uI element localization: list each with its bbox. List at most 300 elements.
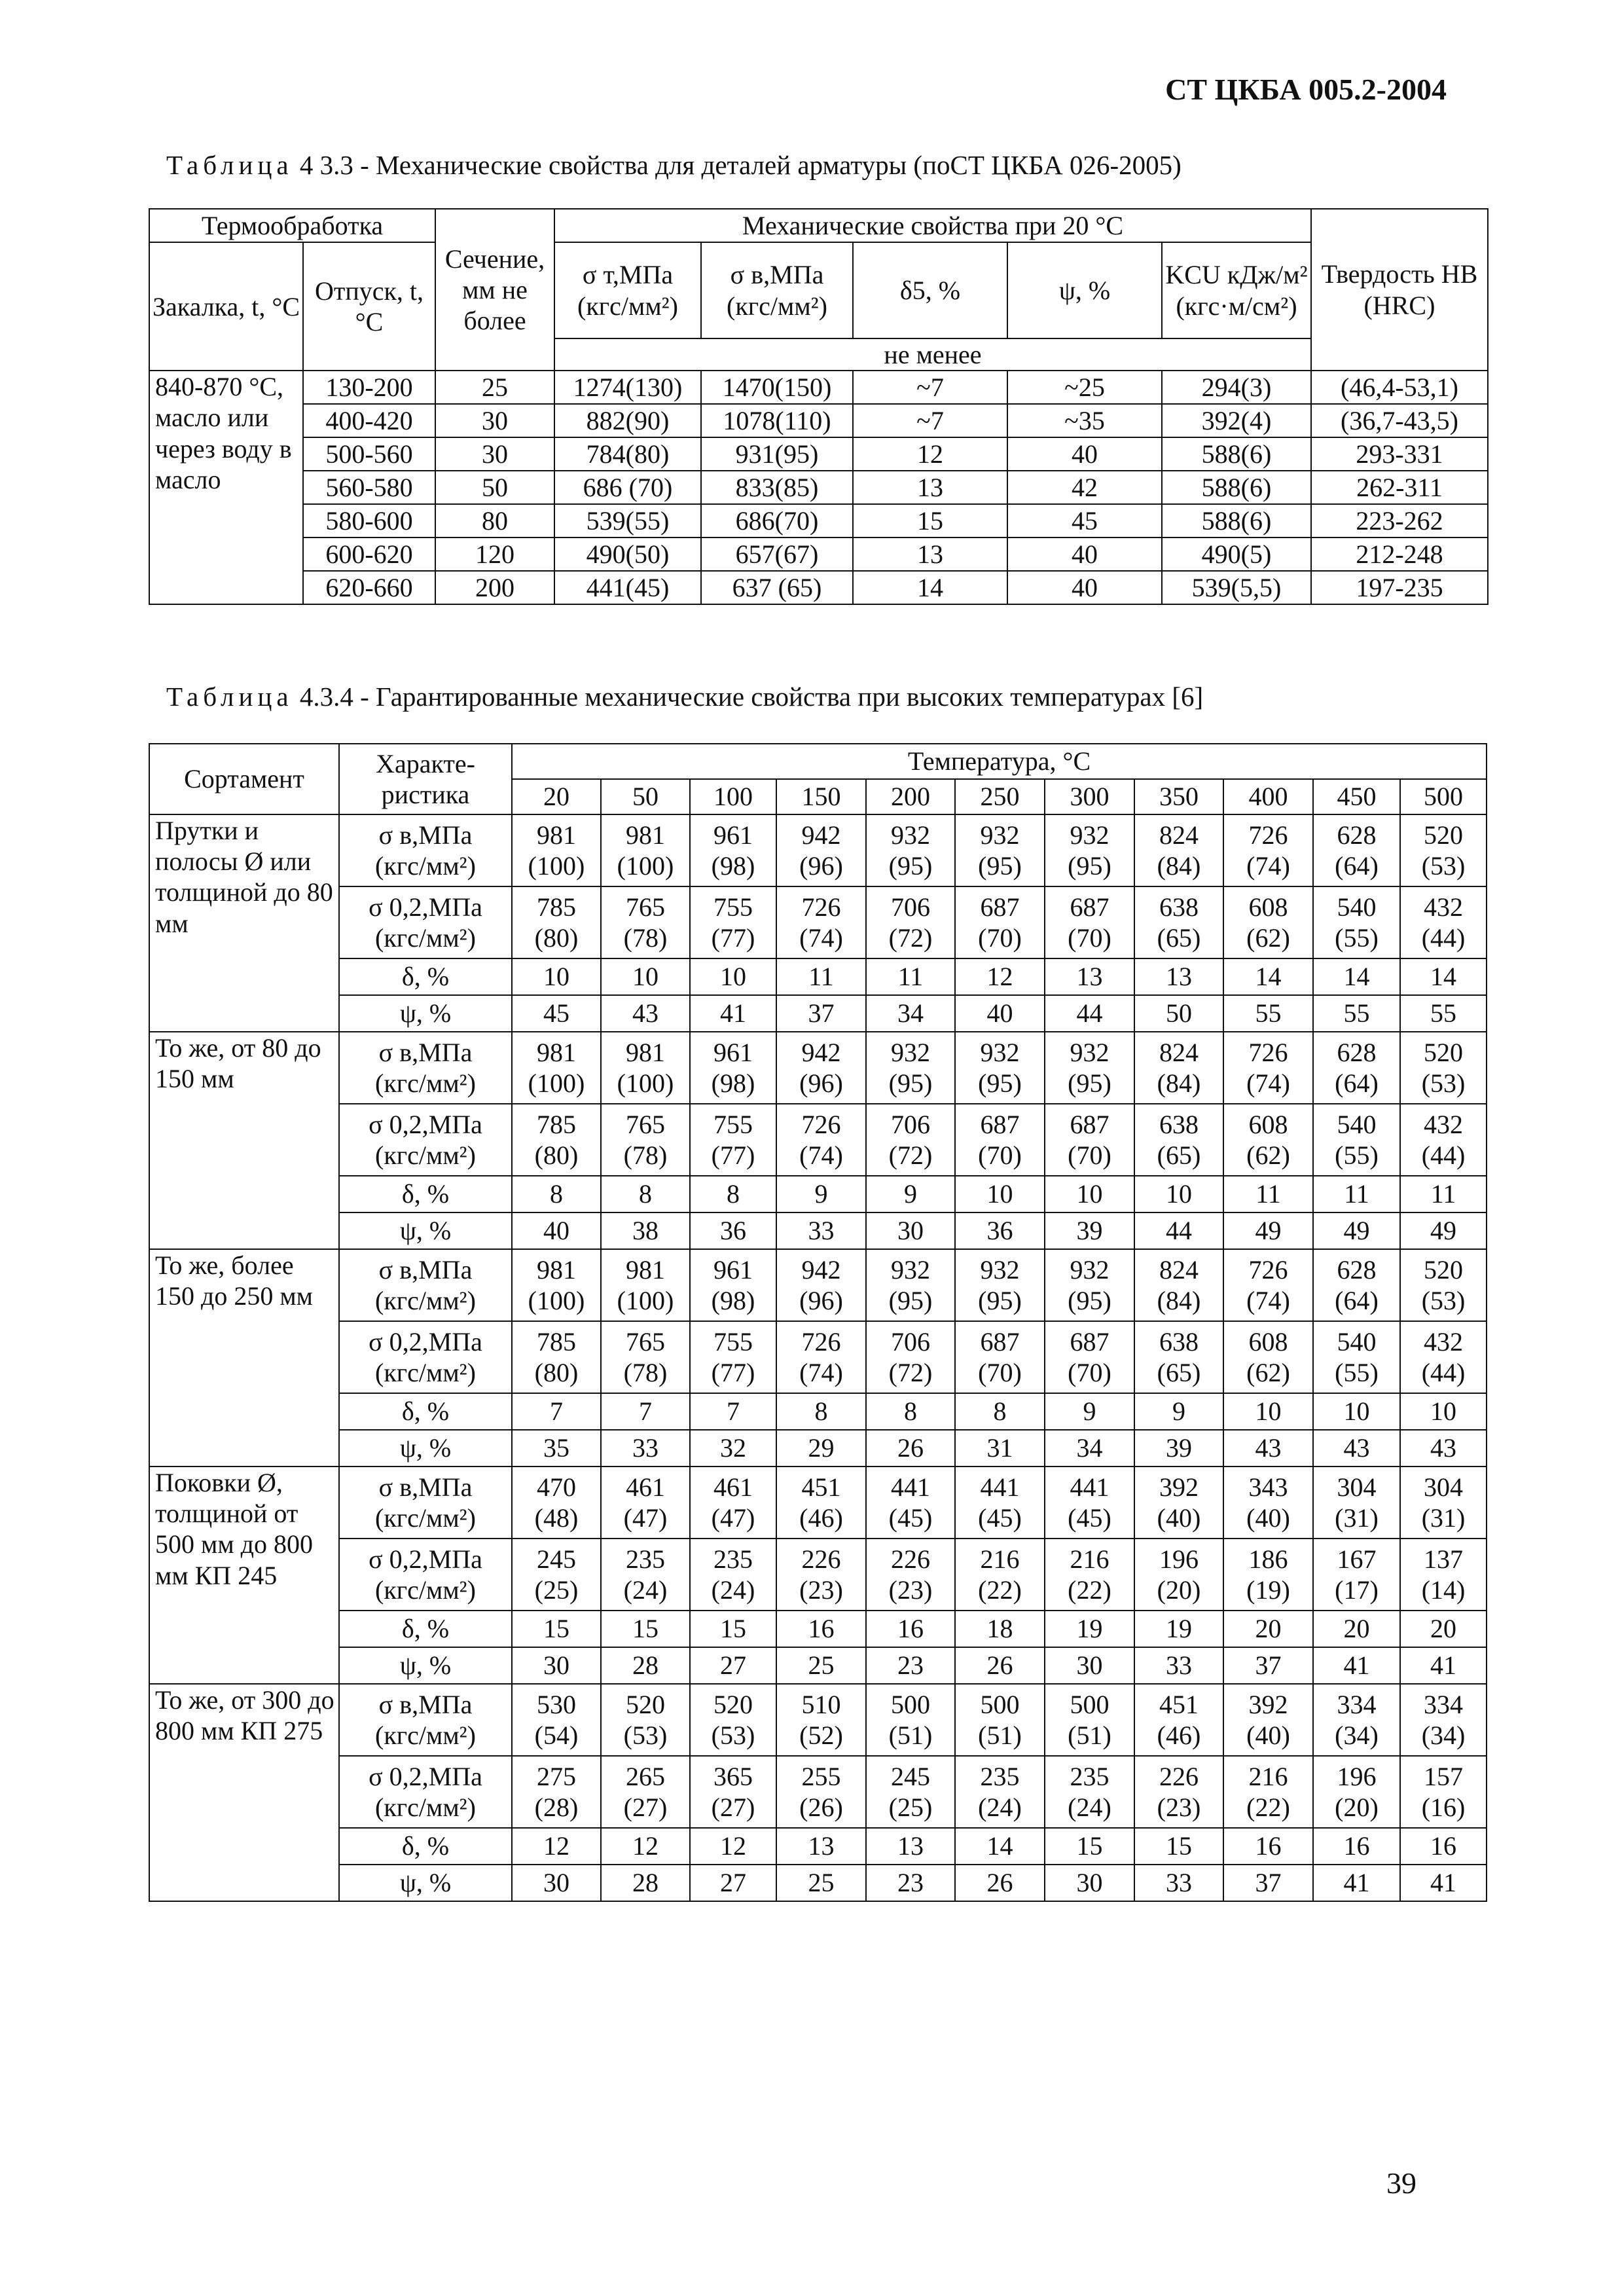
value-kgs: (54) [534,1721,579,1750]
table-row [149,1321,1487,1393]
value-cell [955,1756,1045,1828]
char-kgs: (кгс/мм²) [375,1575,476,1605]
value-mpa: 638 [1159,1326,1199,1357]
caption-word: Таблица [166,150,293,180]
value-kgs: (26) [799,1793,843,1822]
value-cell [601,1539,690,1611]
value-mpa: 687 [980,1109,1020,1139]
heat-treatment-header: Термообработка [149,209,435,242]
value-kgs: (40) [1246,1721,1290,1750]
value-cell [1134,1684,1223,1756]
reduction-header: ψ, % [1007,242,1162,338]
char-name [340,1689,511,1720]
value-mpa: 726 [1248,1037,1288,1067]
value-mpa: 540 [1337,1326,1377,1357]
value-mpa: 755 [713,1326,753,1357]
value-cell [1134,1321,1223,1393]
value-cell: 44 [1134,1212,1223,1249]
value-cell [1400,1756,1487,1828]
value-cell: 12 [690,1828,776,1865]
value-cell [1400,814,1487,886]
value-cell [512,1104,601,1176]
value-cell: 8 [955,1393,1045,1430]
value-cell: 30 [1045,1647,1134,1684]
value-kgs: (77) [711,923,755,953]
value-cell [1223,1249,1313,1321]
char-kgs: (кгс/мм²) [375,1358,476,1387]
value-mpa: 392 [1159,1472,1199,1502]
value-cell: 30 [512,1647,601,1684]
char-kgs: (кгс/мм²) [375,1503,476,1533]
value-cell [776,1467,866,1539]
value-kgs: (96) [799,851,843,881]
value-cell: 28 [601,1647,690,1684]
table-cell: 686(70) [701,504,853,538]
value-mpa: 687 [1070,1326,1110,1357]
assortment-cell: То же, от 80 до 150 мм [149,1032,339,1249]
value-cell [690,1321,776,1393]
value-cell [512,1539,601,1611]
yield-strength-header: σ т,МПа (кгс/мм²) [554,242,701,338]
value-kgs: (51) [1068,1721,1111,1750]
value-cell: 43 [1223,1430,1313,1467]
caption-text: 4.3.4 - Гарантированные механические свойства при высоких температурах [6] [293,682,1204,712]
value-mpa: 981 [626,1254,665,1285]
value-mpa: 687 [1070,1109,1110,1139]
temperature-200: 200 [866,779,955,814]
value-cell: 44 [1045,995,1134,1032]
table-row [149,1756,1487,1828]
value-cell: 41 [1313,1865,1400,1901]
value-mpa: 755 [713,1109,753,1139]
value-mpa: 932 [1070,1254,1110,1285]
value-cell [1313,1249,1400,1321]
value-kgs: (31) [1421,1503,1466,1533]
value-cell: 7 [601,1393,690,1430]
value-mpa: 726 [1248,820,1288,850]
value-cell: 10 [955,1176,1045,1212]
value-mpa: 500 [980,1689,1020,1719]
value-cell: 50 [1134,995,1223,1032]
value-cell: 28 [601,1865,690,1901]
value-mpa: 432 [1424,1326,1464,1357]
value-cell: 13 [866,1828,955,1865]
value-cell [1223,1756,1313,1828]
table-row [149,1176,1487,1212]
value-cell [776,1249,866,1321]
value-mpa: 706 [891,892,930,922]
value-cell: 16 [776,1611,866,1647]
value-cell: 16 [1223,1828,1313,1865]
value-kgs: (64) [1335,1068,1379,1098]
value-cell [776,1104,866,1176]
char-kgs: (кгс/мм²) [375,1068,476,1098]
value-cell [1313,1032,1400,1104]
value-mpa: 687 [1070,892,1110,922]
value-cell: 15 [601,1611,690,1647]
table-cell: 784(80) [554,437,701,471]
value-kgs: (74) [799,1140,843,1170]
value-mpa: 961 [713,820,753,850]
table-cell: 539(5,5) [1162,571,1311,604]
value-cell [1223,814,1313,886]
value-cell: 9 [776,1176,866,1212]
value-kgs: (84) [1157,1068,1201,1098]
value-cell [866,1539,955,1611]
table-cell: 500-560 [303,437,435,471]
characteristic-cell [339,1249,512,1321]
table-cell: 40 [1007,571,1162,604]
table-row [149,1249,1487,1321]
table-cell: 130-200 [303,371,435,404]
characteristic-cell [339,1032,512,1104]
value-cell: 9 [866,1176,955,1212]
value-cell [1223,1467,1313,1539]
value-kgs: (25) [888,1793,933,1822]
value-cell: 40 [955,995,1045,1032]
quench-cell: 840-870 °С, масло или через воду в масло [149,371,303,604]
table-row [149,1467,1487,1539]
value-cell: 23 [866,1865,955,1901]
value-kgs: (40) [1246,1503,1290,1533]
value-cell: 55 [1400,995,1487,1032]
value-cell: 16 [866,1611,955,1647]
value-mpa: 432 [1424,892,1464,922]
value-cell: 29 [776,1430,866,1467]
value-kgs: (28) [534,1793,579,1822]
value-kgs: (98) [711,1286,755,1315]
value-mpa: 726 [801,1109,841,1139]
char-symbol: σ в [378,1037,412,1067]
value-kgs: (70) [1068,1140,1111,1170]
table-cell: 588(6) [1162,437,1311,471]
value-cell [690,1032,776,1104]
value-mpa: 167 [1337,1544,1377,1574]
table-cell: 833(85) [701,471,853,504]
char-unit: ,МПа [422,1761,482,1791]
value-cell [1223,1032,1313,1104]
value-cell: 45 [512,995,601,1032]
value-cell: 10 [1045,1176,1134,1212]
value-kgs: (77) [711,1358,755,1387]
value-cell [690,1756,776,1828]
characteristic-cell: ψ, % [339,995,512,1032]
value-cell [955,886,1045,958]
char-name [340,1544,511,1575]
value-kgs: (72) [888,923,933,953]
table-cell: 392(4) [1162,404,1311,437]
value-cell [1313,1104,1400,1176]
value-mpa: 334 [1424,1689,1464,1719]
value-cell [1045,1756,1134,1828]
value-cell: 41 [690,995,776,1032]
char-unit: ,МПа [412,1472,473,1502]
temperature-20: 20 [512,779,601,814]
value-mpa: 981 [626,820,665,850]
value-cell: 20 [1313,1611,1400,1647]
value-mpa: 137 [1424,1544,1464,1574]
value-mpa: 216 [1070,1544,1110,1574]
value-cell: 34 [1045,1430,1134,1467]
table-cell: 620-660 [303,571,435,604]
value-cell: 35 [512,1430,601,1467]
value-cell [776,814,866,886]
table-cell: 15 [853,504,1007,538]
table-cell: 45 [1007,504,1162,538]
value-cell [1045,1321,1134,1393]
value-kgs: (78) [623,1358,668,1387]
value-mpa: 226 [1159,1761,1199,1791]
table-cell: 1078(110) [701,404,853,437]
table-row [149,995,1487,1032]
value-mpa: 932 [891,1037,930,1067]
value-kgs: (53) [623,1721,668,1750]
value-cell [690,1249,776,1321]
value-mpa: 365 [713,1761,753,1791]
char-symbol: σ 0,2 [369,1326,422,1357]
value-mpa: 628 [1337,820,1377,850]
value-kgs: (44) [1421,1358,1466,1387]
value-cell [1045,814,1134,886]
value-cell: 14 [1400,958,1487,995]
table-cell: ~7 [853,404,1007,437]
value-kgs: (80) [534,1358,579,1387]
value-cell [512,1756,601,1828]
value-cell: 9 [1134,1393,1223,1430]
value-kgs: (62) [1246,1358,1290,1387]
value-kgs: (70) [1068,1358,1111,1387]
value-kgs: (96) [799,1068,843,1098]
value-cell: 26 [955,1647,1045,1684]
value-cell: 15 [1134,1828,1223,1865]
value-kgs: (74) [799,1358,843,1387]
value-kgs: (78) [623,1140,668,1170]
value-cell [866,1756,955,1828]
value-cell [601,1321,690,1393]
char-unit: ,МПа [412,1689,473,1719]
value-cell [601,886,690,958]
value-mpa: 540 [1337,1109,1377,1139]
value-cell: 30 [1045,1865,1134,1901]
value-cell: 23 [866,1647,955,1684]
value-kgs: (64) [1335,851,1379,881]
value-kgs: (74) [799,923,843,953]
value-cell [776,886,866,958]
table-row [149,404,1488,437]
value-cell: 43 [601,995,690,1032]
char-symbol: σ 0,2 [369,892,422,922]
table-row [149,1032,1487,1104]
value-mpa: 961 [713,1037,753,1067]
value-mpa: 520 [1424,1254,1464,1285]
characteristic-cell [339,886,512,958]
value-cell: 11 [866,958,955,995]
value-cell [955,1539,1045,1611]
value-kgs: (65) [1157,923,1201,953]
value-cell: 11 [776,958,866,995]
value-cell: 14 [1313,958,1400,995]
value-mpa: 255 [801,1761,841,1791]
table-cell: 441(45) [554,571,701,604]
table-row [149,958,1487,995]
value-cell: 55 [1223,995,1313,1032]
value-cell [776,1756,866,1828]
value-cell [512,1467,601,1539]
value-kgs: (14) [1421,1575,1466,1605]
value-mpa: 932 [891,1254,930,1285]
value-cell: 26 [866,1430,955,1467]
table-cell: 294(3) [1162,371,1311,404]
value-cell [1045,1104,1134,1176]
value-kgs: (70) [1068,923,1111,953]
value-mpa: 216 [980,1544,1020,1574]
value-cell [1134,1467,1223,1539]
characteristic-cell: ψ, % [339,1212,512,1249]
table-cell: 539(55) [554,504,701,538]
value-cell [955,1467,1045,1539]
value-cell [866,1684,955,1756]
value-cell: 37 [1223,1865,1313,1901]
value-mpa: 520 [626,1689,665,1719]
value-mpa: 196 [1337,1761,1377,1791]
value-cell [601,1467,690,1539]
value-cell [866,814,955,886]
value-kgs: (64) [1335,1286,1379,1315]
table-cell: 40 [1007,437,1162,471]
value-kgs: (47) [623,1503,668,1533]
value-cell [1045,1467,1134,1539]
table-cell: 293-331 [1311,437,1488,471]
characteristic-cell: δ, % [339,1393,512,1430]
value-cell [1223,1321,1313,1393]
characteristic-cell: δ, % [339,958,512,995]
table-cell: 600-620 [303,538,435,571]
value-kgs: (20) [1335,1793,1379,1822]
value-cell [601,1249,690,1321]
value-cell [601,1684,690,1756]
value-mpa: 726 [801,1326,841,1357]
value-cell [1400,1539,1487,1611]
table-cell: 40 [1007,538,1162,571]
value-mpa: 755 [713,892,753,922]
table-row [149,504,1488,538]
value-cell: 11 [1313,1176,1400,1212]
characteristic-cell: δ, % [339,1611,512,1647]
value-cell: 15 [690,1611,776,1647]
value-cell: 15 [512,1611,601,1647]
value-kgs: (46) [799,1503,843,1533]
table-cell: 400-420 [303,404,435,437]
table-cell: 588(6) [1162,471,1311,504]
table-row [149,1430,1487,1467]
assortment-cell: Прутки и полосы Ø или толщиной до 80 мм [149,814,339,1032]
table-cell: 42 [1007,471,1162,504]
char-unit: ,МПа [412,820,473,850]
value-cell: 15 [1045,1828,1134,1865]
value-mpa: 608 [1248,1326,1288,1357]
characteristic-cell [339,1321,512,1393]
value-cell [866,1032,955,1104]
value-kgs: (95) [1068,1286,1111,1315]
value-mpa: 451 [1159,1689,1199,1719]
value-kgs: (95) [978,851,1022,881]
value-cell: 14 [955,1828,1045,1865]
value-kgs: (45) [1068,1503,1111,1533]
characteristic-cell [339,814,512,886]
value-mpa: 981 [537,1254,576,1285]
value-kgs: (100) [528,851,585,881]
value-kgs: (100) [528,1068,585,1098]
value-cell: 7 [690,1393,776,1430]
value-cell [512,1249,601,1321]
value-mpa: 785 [537,1326,576,1357]
table-cell: 580-600 [303,504,435,538]
value-cell: 8 [601,1176,690,1212]
value-mpa: 628 [1337,1037,1377,1067]
temperature-500: 500 [1400,779,1487,814]
quench-header: Закалка, t, °С [149,242,303,371]
value-cell [1313,1467,1400,1539]
value-kgs: (70) [978,1358,1022,1387]
value-mpa: 451 [801,1472,841,1502]
table-cell: 197-235 [1311,571,1488,604]
value-kgs: (23) [799,1575,843,1605]
value-mpa: 530 [537,1689,576,1719]
char-name [340,1326,511,1357]
value-kgs: (23) [888,1575,933,1605]
value-cell: 11 [1400,1176,1487,1212]
value-kgs: (80) [534,1140,579,1170]
value-cell: 13 [1134,958,1223,995]
table-row [149,1647,1487,1684]
table-cell: (46,4-53,1) [1311,371,1488,404]
value-kgs: (16) [1421,1793,1466,1822]
table-cell: 120 [435,538,554,571]
table-row [149,471,1488,504]
value-cell [601,814,690,886]
assortment-cell: То же, более 150 до 250 мм [149,1249,339,1467]
value-cell [955,1104,1045,1176]
value-cell: 55 [1313,995,1400,1032]
value-cell: 8 [512,1176,601,1212]
characteristic-cell [339,1684,512,1756]
table-cell: 13 [853,538,1007,571]
value-mpa: 765 [626,892,665,922]
table-row [149,1684,1487,1756]
table-cell: 212-248 [1311,538,1488,571]
caption-word: Таблица [166,682,293,712]
value-mpa: 765 [626,1326,665,1357]
value-kgs: (53) [1421,851,1466,881]
value-mpa: 932 [1070,820,1110,850]
value-cell [1045,1032,1134,1104]
char-symbol: σ 0,2 [369,1544,422,1574]
value-mpa: 687 [980,892,1020,922]
value-kgs: (84) [1157,1286,1201,1315]
value-cell [866,1249,955,1321]
value-cell: 18 [955,1611,1045,1647]
value-mpa: 785 [537,1109,576,1139]
value-cell [690,1104,776,1176]
value-cell: 14 [1223,958,1313,995]
section-header: Сечение, мм не более [435,209,554,371]
value-cell [1313,1321,1400,1393]
value-cell [1134,1104,1223,1176]
value-cell [1045,1249,1134,1321]
caption-text: 4 3.3 - Механические свойства для деталей арматуры (поСТ ЦКБА 026-2005) [293,150,1182,180]
value-cell: 49 [1400,1212,1487,1249]
table-cell: 200 [435,571,554,604]
